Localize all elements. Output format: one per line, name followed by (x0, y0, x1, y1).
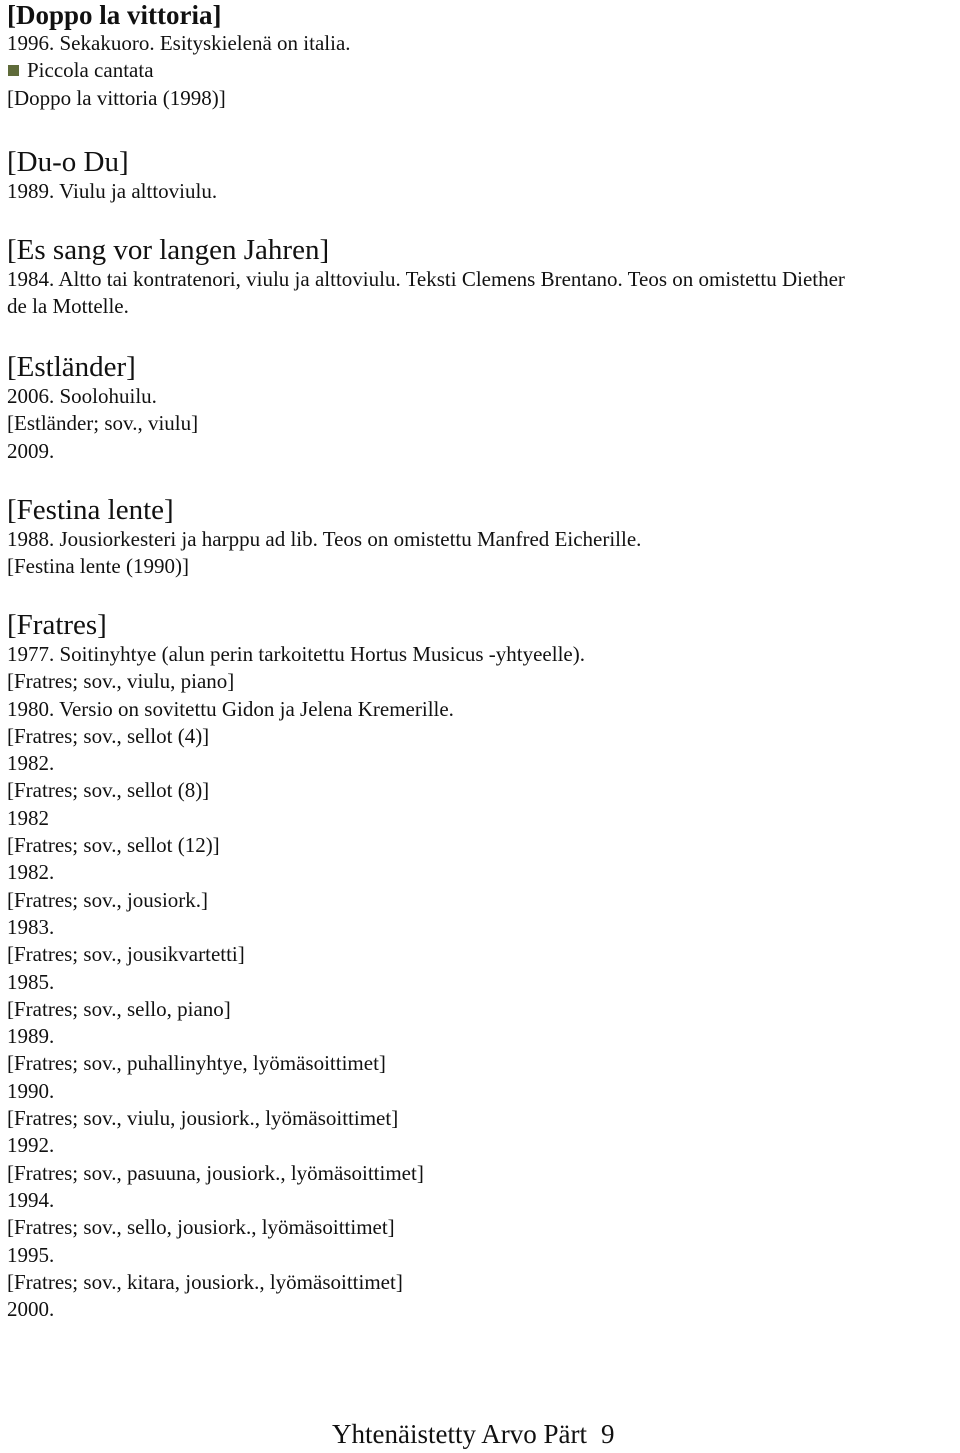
version-year: 1994. (7, 1187, 55, 1212)
entry-fratres (7, 609, 585, 1323)
version-label: [Fratres; sov., sellot (12)] (7, 833, 220, 858)
version-label: [Fratres; sov., sello, piano] (7, 996, 231, 1021)
version-label: [Fratres; sov., viulu, jousiork., lyömäsoittimet] (7, 1106, 399, 1131)
version-item (7, 996, 585, 1051)
version-item (7, 832, 585, 887)
bullet-text: Piccola cantata (27, 58, 154, 83)
entry-title: [Estländer] (7, 351, 136, 383)
entry-subtitle: [Festina lente (1990)] (7, 554, 189, 579)
version-item (7, 887, 585, 942)
version-item (7, 777, 585, 832)
version-year: 1983. (7, 914, 55, 939)
entry-detail: 1996. Sekakuoro. Esityskielenä on italia. (7, 31, 351, 55)
version-item (7, 1214, 585, 1269)
entry-du-o-du (7, 146, 217, 205)
bullet-item (7, 57, 351, 84)
version-year: 1985. (7, 969, 55, 994)
version-year: 1982 (7, 805, 49, 830)
version-year: 1980. Versio on sovitettu Gidon ja Jelena Kremerille. (7, 696, 454, 721)
entry-detail: 2006. Soolohuilu. (7, 384, 157, 408)
entry-detail: 1989. Viulu ja alttoviulu. (7, 179, 218, 203)
page-footer (332, 1418, 614, 1450)
entry-doppo-la-vittoria (7, 0, 351, 112)
version-label: [Fratres; sov., jousikvartetti] (7, 942, 245, 967)
version-label: [Fratres; sov., jousiork.] (7, 887, 209, 912)
version-year: 1995. (7, 1242, 55, 1267)
version-item (7, 1050, 585, 1105)
entry-title: [Fratres] (7, 609, 107, 641)
square-bullet-icon (8, 65, 19, 76)
page-number: 9 (600, 1419, 615, 1449)
entry-detail: 1988. Jousiorkesteri ja harppu ad lib. Teos on omistettu Manfred Eicherille. (7, 527, 642, 551)
version-label: [Fratres; sov., kitara, jousiork., lyömäsoittimet] (7, 1269, 403, 1294)
version-label: [Fratres; sov., puhallinyhtye, lyömäsoittimet] (7, 1051, 386, 1076)
entry-subtitle: [Doppo la vittoria (1998)] (7, 85, 226, 110)
footer-title: Yhtenäistetty Arvo Pärt (332, 1419, 587, 1449)
version-item (7, 668, 585, 723)
version-label: [Fratres; sov., sellot (8)] (7, 778, 210, 803)
entry-detail-line1: 1984. Altto tai kontratenori, viulu ja alttoviulu. Teksti Clemens Brentano. Teos on omistettu Diether (7, 267, 845, 291)
version-year: 1992. (7, 1133, 55, 1158)
entry-es-sang (7, 234, 957, 321)
entry-detail: 1977. Soitinyhtye (alun perin tarkoitettu Hortus Musicus -yhtyeelle). (7, 642, 585, 666)
version-year: 1990. (7, 1078, 55, 1103)
entry-detail-line2: de la Mottelle. (7, 294, 129, 319)
entry-sub-detail: 2009. (7, 438, 55, 463)
version-year: 2000. (7, 1297, 55, 1322)
version-label: [Fratres; sov., viulu, piano] (7, 669, 235, 694)
version-item (7, 1160, 585, 1215)
entry-estlander (7, 351, 198, 465)
fratres-versions-list (7, 668, 585, 1323)
version-year: 1982. (7, 860, 55, 885)
version-year: 1989. (7, 1024, 55, 1049)
entry-title: [Du-o Du] (7, 146, 129, 178)
version-item (7, 723, 585, 778)
version-year: 1982. (7, 751, 55, 776)
version-label: [Fratres; sov., sello, jousiork., lyömäsoittimet] (7, 1215, 395, 1240)
version-label: [Fratres; sov., sellot (4)] (7, 723, 210, 748)
version-item (7, 1269, 585, 1324)
entry-subtitle: [Estländer; sov., viulu] (7, 411, 199, 436)
version-item (7, 1105, 585, 1160)
entry-festina-lente (7, 494, 641, 581)
version-item (7, 941, 585, 996)
entry-title: [Es sang vor langen Jahren] (7, 234, 330, 266)
entry-title: [Doppo la vittoria] (7, 0, 222, 30)
version-label: [Fratres; sov., pasuuna, jousiork., lyömäsoittimet] (7, 1160, 424, 1185)
entry-title: [Festina lente] (7, 494, 174, 526)
